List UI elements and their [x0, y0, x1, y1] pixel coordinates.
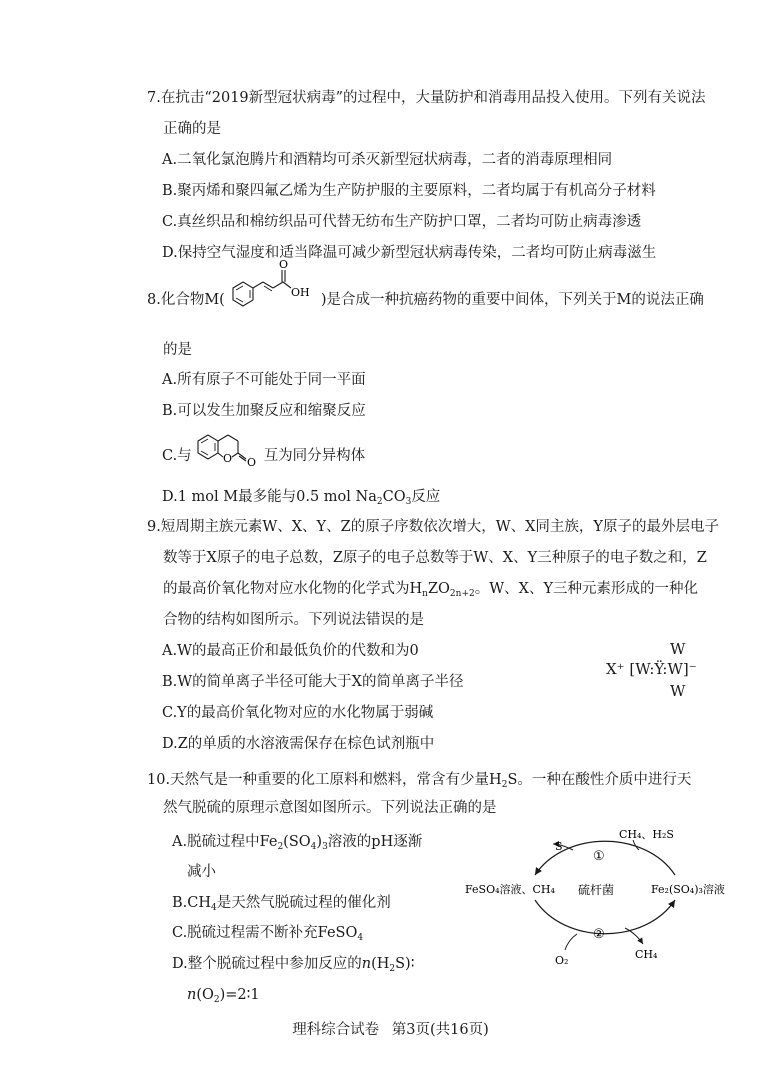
q7-stem-line1: 7.在抗击“2019新型冠状病毒”的过程中，大量防护和消毒用品投入使用。下列有关说法: [147, 90, 706, 106]
q9-option-b: B.W的简单离子半径可能大于X的简单离子半径: [162, 674, 464, 690]
q10-b-sub: 4: [211, 903, 217, 913]
q8-option-d: [162, 487, 440, 507]
q8-d-mid: CO: [382, 489, 406, 505]
q8-option-c-prefix: C.与: [162, 448, 192, 464]
q10-a-sub3: 3: [322, 842, 328, 852]
q7-option-a: A.二氧化氯泡腾片和酒精均可杀灭新型冠状病毒，二者的消毒原理相同: [162, 152, 613, 168]
q9-line3-suffix: 。W、X、Y三种元素形成的一种化: [474, 581, 699, 597]
q10-d-h2s: (H: [371, 956, 390, 972]
q10-c-sub: 4: [357, 933, 364, 943]
q8-stem-suffix: )是合成一种抗癌药物的重要中间体，下列关于M的说法正确: [320, 292, 704, 308]
q10-option-a: [172, 832, 422, 852]
q9-structure-figure: [606, 640, 726, 720]
q8-option-a: A.所有原子不可能处于同一平面: [162, 372, 366, 388]
page-footer: [0, 1018, 781, 1039]
q10-option-b: [172, 893, 391, 913]
q10-b-suffix: 是天然气脱硫过程的催化剂: [216, 895, 391, 911]
diagram-right-node: Fe₂(SO₄)₃溶液: [651, 883, 725, 896]
q10-option-a-line2: 减小: [187, 864, 216, 880]
q8-d-sub1: 2: [376, 497, 383, 507]
q8-d-suffix: 反应: [411, 489, 441, 505]
q7-option-b: B.聚丙烯和聚四氟乙烯为生产防护服的主要原料，二者均属于有机高分子材料: [162, 183, 656, 199]
q10-d2-sub: 2: [213, 995, 220, 1005]
q7-option-c: C.真丝织品和棉纺织品可代替无纺布生产防护口罩，二者均可防止病毒渗透: [162, 214, 642, 230]
struct-middle-line: X⁺ [W:Ÿ:W]⁻: [606, 660, 697, 678]
q10-d2-o: (O: [196, 987, 214, 1003]
q9-option-d: D.Z的单质的水溶液需保存在棕色试剂瓶中: [162, 736, 435, 752]
q10-d2-n: n: [187, 987, 197, 1003]
struct-bottom-w: W: [670, 682, 686, 700]
q9-line3-sub1: n: [422, 589, 428, 599]
q7-stem-line2: 正确的是: [163, 121, 221, 137]
coumarin-ring-o: O: [222, 452, 232, 465]
q10-d-prefix: D.整个脱硫过程中参加反应的: [172, 956, 362, 972]
q10-c-prefix: C.脱硫过程需不断补充FeSO: [172, 925, 358, 941]
q10-line2: 然气脱硫的原理示意图如图所示。下列说法正确的是: [163, 800, 497, 816]
o2-branch: [565, 934, 577, 950]
q9-line3: [163, 579, 698, 599]
q9-line1: 9.短周期主族元素W、X、Y、Z的原子序数依次增大，W、X同主族，Y原子的最外层电子: [147, 519, 720, 535]
q8-d-prefix: D.1 mol M最多能与0.5 mol Na: [162, 489, 377, 505]
struct-o-label: O: [278, 258, 288, 271]
q9-option-c: C.Y的最高价氧化物对应的水化物属于弱碱: [162, 705, 434, 721]
q10-option-d-line2: [187, 985, 260, 1005]
q10-option-c: [172, 923, 363, 943]
ch4-out-arrow: [625, 928, 643, 944]
footer-label: 理科综合试卷: [292, 1022, 380, 1038]
q10-a-sub1: 2: [277, 842, 284, 852]
q8-stem-line2: 的是: [163, 342, 192, 358]
q8-option-c: [162, 443, 365, 469]
q10-d-n: n: [361, 956, 372, 972]
q9-line3-mid: ZO: [427, 581, 450, 597]
q10-d-h2s-sub: 2: [389, 964, 396, 974]
q10-a-mid2: ): [316, 834, 323, 850]
q7-option-d: D.保持空气湿度和适当降温可减少新型冠状病毒传染，二者均可防止病毒滋生: [162, 245, 657, 261]
coumarin-carbonyl-o: O: [246, 456, 256, 469]
diagram-circle2: ②: [593, 927, 605, 942]
struct-top-w: W: [670, 640, 686, 658]
q10-d-h2s-end: S)∶: [395, 956, 415, 972]
q10-line1-suffix: S。一种在酸性介质中进行天: [507, 772, 692, 788]
diagram-ch4-h2s: CH₄、H₂S: [619, 828, 674, 841]
q8-option-c-suffix: 互为同分异构体: [263, 448, 366, 464]
q9-line3-sub2: 2n+2: [449, 589, 475, 599]
diagram-circle1: ①: [593, 849, 605, 864]
q10-b-prefix: B.CH: [172, 895, 212, 911]
diagram-s: S: [555, 840, 563, 853]
q10-a-prefix: A.脱硫过程中Fe: [172, 834, 278, 850]
desulfurization-diagram: [455, 820, 735, 970]
q10-a-sub2: 4: [310, 842, 317, 852]
q10-a-mid: (SO: [283, 834, 311, 850]
q10-line1: [147, 770, 691, 790]
diagram-center: 硫杆菌: [578, 883, 615, 897]
coumarin-structure: [192, 429, 264, 469]
q10-a-suffix: 溶液的pH逐渐: [327, 834, 423, 850]
q10-option-d: [172, 954, 414, 974]
struct-oh-label: OH: [290, 286, 310, 299]
q10-line1-prefix: 10.天然气是一种重要的化工原料和燃料，常含有少量H: [147, 772, 502, 788]
q10-d2-end: )=2∶1: [219, 987, 260, 1003]
q9-option-a: A.W的最高正价和最低负价的代数和为0: [162, 643, 419, 659]
diagram-o2: O₂: [555, 954, 569, 967]
diagram-left-node: FeSO₄溶液、CH₄: [465, 883, 555, 896]
q9-line2: 数等于X原子的电子总数，Z原子的电子总数等于W、X、Y三种原子的电子数之和，Z: [163, 550, 707, 566]
q9-line3-prefix: 的最高价氧化物对应水化物的化学式为H: [163, 581, 423, 597]
compound-m-structure: [225, 258, 321, 310]
q10-line1-sub: 2: [501, 780, 508, 790]
q8-option-b: B.可以发生加聚反应和缩聚反应: [162, 403, 366, 419]
q9-line4: 合物的结构如图所示。下列说法错误的是: [163, 612, 424, 628]
reaction2-arc: [535, 900, 675, 934]
footer-page-number: 第3页(共16页): [391, 1022, 489, 1038]
q8-d-sub2: 3: [405, 497, 412, 507]
q8-stem-line1: [147, 258, 704, 310]
q8-stem-prefix: 8.化合物M(: [147, 292, 225, 308]
diagram-ch4-out: CH₄: [635, 948, 658, 961]
